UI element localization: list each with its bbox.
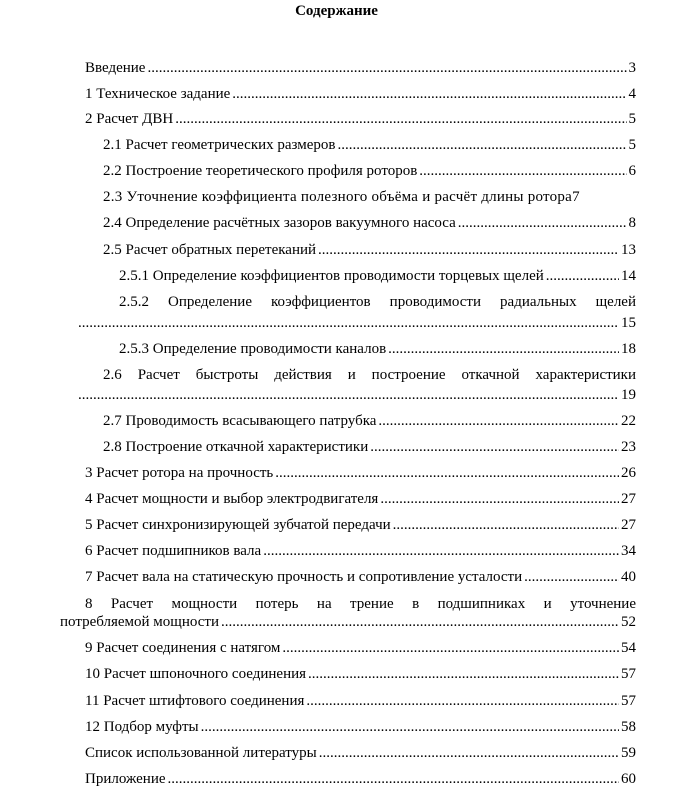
toc-entry[interactable] [119, 340, 636, 358]
toc-entry-text: 4 Расчет мощности и выбор электродвигателя [85, 491, 379, 507]
toc-entry-page: 26 [621, 465, 636, 481]
toc-entry-page: 27 [621, 517, 636, 533]
toc-entry-page: 58 [621, 719, 636, 735]
toc-entry[interactable] [85, 770, 636, 788]
toc-entry-page: 7 [572, 189, 580, 205]
toc-entry-page: 15 [621, 315, 636, 331]
toc-entry[interactable] [85, 718, 636, 736]
toc-entry[interactable] [103, 214, 636, 232]
toc-entry-text: 2.3 Уточнение коэффициента полезного объёма и расчёт длины ротора [103, 189, 573, 205]
toc-entry-text: 3 Расчет ротора на прочность [85, 465, 274, 481]
toc-entry-text: 2.8 Построение откачной характеристики [103, 439, 369, 455]
toc-entry-page: 59 [621, 745, 636, 761]
toc-entry-text: 11 Расчет штифтового соединения [85, 693, 305, 709]
toc-entry[interactable] [103, 438, 636, 456]
toc-entry-text: 12 Подбор муфты [85, 719, 199, 735]
toc-entry-text: 8 Расчет мощности потерь на трение в подшипниках и уточнение [85, 596, 636, 612]
toc-entry[interactable] [103, 188, 636, 206]
toc-entry-page: 19 [621, 387, 636, 403]
toc-entry-text: 2.7 Проводимость всасывающего патрубка [103, 413, 377, 429]
toc-entry-text: 2 Расчет ДВН [85, 111, 174, 127]
toc-entry-text: 2.6 Расчет быстроты действия и построение откачной характеристики [103, 367, 636, 383]
toc-entry[interactable] [85, 568, 636, 586]
toc-entry-text: 10 Расчет шпоночного соединения [85, 666, 307, 682]
toc-entry[interactable] [85, 639, 636, 657]
toc-entry-text: 1 Техническое задание [85, 86, 231, 102]
toc-entry[interactable] [85, 464, 636, 482]
toc-entry-text: 2.5.2 Определение коэффициентов проводимости радиальных щелей [119, 294, 636, 310]
toc-entry-text: Список использованной литературы [85, 745, 317, 761]
toc-entry[interactable] [103, 162, 636, 180]
toc-entry[interactable] [85, 744, 636, 762]
toc-entry-page: 40 [621, 569, 636, 585]
toc-entry-text: 7 Расчет вала на статическую прочность и сопротивление усталости [85, 569, 523, 585]
toc-entry-text: 2.5.3 Определение проводимости каналов [119, 341, 387, 357]
toc-entry-text: 2.1 Расчет геометрических размеров [103, 137, 336, 153]
toc-entry[interactable] [85, 692, 636, 710]
toc-entry-text: 5 Расчет синхронизирующей зубчатой передачи [85, 517, 391, 533]
toc-entry-page: 5 [628, 111, 636, 127]
toc-entry-page: 14 [621, 268, 636, 284]
toc-entry-page: 57 [621, 666, 636, 682]
toc-entry-page: 54 [621, 640, 636, 656]
toc-entry-page: 52 [621, 614, 636, 630]
toc-entry[interactable] [85, 516, 636, 534]
toc-entry-text: Приложение [85, 771, 166, 787]
toc-entry-text: 2.5.1 Определение коэффициентов проводимости торцевых щелей [119, 268, 544, 284]
toc-entry-text-continued: потребляемой мощности [60, 614, 219, 630]
toc-entry-page: 27 [621, 491, 636, 507]
toc-entry-text: 6 Расчет подшипников вала [85, 543, 262, 559]
toc-entry-text: Введение [85, 60, 146, 76]
toc-entry-text: 9 Расчет соединения с натягом [85, 640, 281, 656]
toc-entry-page: 4 [628, 86, 636, 102]
toc-entry[interactable] [85, 59, 636, 77]
toc-entry[interactable] [85, 490, 636, 508]
toc-entry-text: 2.2 Построение теоретического профиля роторов [103, 163, 418, 179]
toc-entry-page: 8 [628, 215, 636, 231]
toc-entry[interactable] [78, 314, 636, 332]
toc-entry-page: 3 [628, 60, 636, 76]
toc-entry-page: 5 [628, 137, 636, 153]
toc-entry-page: 22 [621, 413, 636, 429]
toc-entry[interactable] [103, 241, 636, 259]
toc-entry[interactable] [60, 613, 636, 631]
toc-entry-page: 34 [621, 543, 636, 559]
toc-entry-page: 60 [621, 771, 636, 787]
toc-entry-page: 13 [621, 242, 636, 258]
toc-entry-page: 57 [621, 693, 636, 709]
toc-entry-text: 2.5 Расчет обратных перетеканий [103, 242, 317, 258]
toc-entry[interactable] [85, 110, 636, 128]
toc-entry[interactable] [119, 267, 636, 285]
toc-entry[interactable] [103, 412, 636, 430]
toc-entry[interactable] [85, 85, 636, 103]
toc-entry-page: 6 [628, 163, 636, 179]
toc-entry[interactable] [78, 386, 636, 404]
toc-entry[interactable] [85, 665, 636, 683]
toc-entry[interactable] [103, 136, 636, 154]
toc-entry-text: 2.4 Определение расчётных зазоров вакуумного насоса [103, 215, 456, 231]
toc-entry-page: 18 [621, 341, 636, 357]
page-title: Содержание [295, 3, 378, 19]
toc-entry[interactable] [85, 542, 636, 560]
toc-entry-page: 23 [621, 439, 636, 455]
